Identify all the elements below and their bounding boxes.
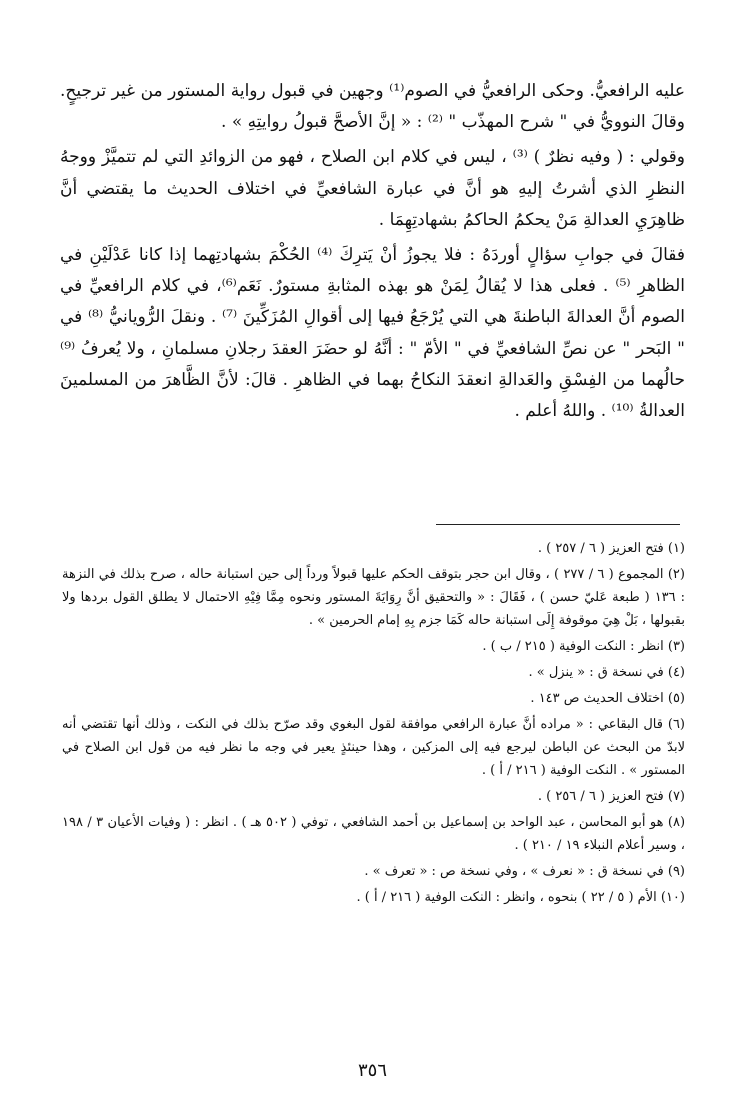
paragraph-1: عليه الرافعيُّ. وحكى الرافعيُّ في الصوم⁽¹⁾ وجهين في قبول رواية المستور من غير ترجيحٍ. وقالَ النوويُّ في " شرح المهذّب " ⁽²⁾ : « إنَّ الأصحَّ قبولُ روايتِهِ » . [60,81,685,133]
footnote-10: (١٠) الأم ( ٥ / ٢٢ ) بنحوه ، وانظر : النكت الوفية ( ٢١٦ / أ ) . [356,889,685,905]
footnote-7: (٧) فتح العزيز ( ٦ / ٢٥٦ ) . [537,788,685,804]
paragraph-2: وقولي : ( وفيه نظرٌ ) ⁽³⁾ ، ليس في كلام ابن الصلاح ، فهو من الزوائدِ التي لم تتميَّزْ ووجهُ النظرِ الذي أشرتُ إليهِ هو أنَّ في عبارة الشافعيِّ في اختلاف الحديث ما يقتضي أنَّ ظاهِرَيِ العدالةِ مَنْ يحكمُ الحاكمُ بشهادتِهِمَا . [60,147,685,230]
footnotes [62,537,685,911]
footnote-3: (٣) انظر : النكت الوفية ( ٢١٥ / ب ) . [482,639,685,655]
footnote-1: (١) فتح العزيز ( ٦ / ٢٥٧ ) . [537,541,685,556]
footnote-9: (٩) في نسخة ق : « نعرف » ، وفي نسخة ص : « تعرف » . [364,863,685,879]
footnote-2: (٢) المجموع ( ٦ / ٢٧٧ ) ، وقال ابن حجر بتوقف الحكم عليها قبولاً ورداً إلى حين استبانة حاله ، صرح بذلك في النزهة : ١٣٦ ( طبعة عَليّ حسن ) ، فَقَالَ : « والتحقيق أنَّ رِوَايَةَ المستور ونحوه مِمَّا فِيْهِ الاحتمال لا يطلق القول بردها ولا بقبولها ، بَلْ هِيَ موقوفة إِلَى استبانة حاله كَمَا جزم بِهِ إمام الحرمين » . [62,566,686,629]
footnote-8: (٨) هو أبو المحاسن ، عبد الواحد بن إسماعيل بن أحمد الشافعي ، توفي ( ٥٠٢ هـ ) . انظر : ( وفيات الأعيان ٣ / ١٩٨ ، وسير أعلام النبلاء ١٩ / ٢١٠ ) . [62,814,686,854]
paragraph-3: فقالَ في جوابِ سؤالٍ أوردَهُ : فلا يجوزُ أنْ يَترِكَ ⁽⁴⁾ الحُكْمَ بشهادتِهما إذا كانا عَدْلَيْنِ في الظاهرِ ⁽⁵⁾ . فعلى هذا لا يُقالُ لِمَنْ هو بهذه المثابةِ مستورٌ. نَعَم⁽⁶⁾، في كلام الرافعيِّ في الصوم أنَّ العدالةَ الباطنةَ هي التي يُرْجَعُ فيها إلى أقوالِ المُزَكِّينَ ⁽⁷⁾ . ونقلَ الرُّويانيُّ ⁽⁸⁾ في " البَحر " عن نصِّ الشافعيِّ في " الأمّ " : أنَّهُ لو حضَرَ العقدَ رجلانِ مسلمانِ ، ولا يُعرفُ ⁽⁹⁾ حالُهما من الفِسْقِ والعَدالةِ انعقدَ النكاحُ بهما في الظاهرِ . قالَ: لأنَّ الظَّاهرَ من المسلمينَ العدالةُ ⁽¹⁰⁾ . واللهُ أعلم . [60,245,686,422]
footnote-separator [436,524,680,525]
footnote-4: (٤) في نسخة ق : « ينزل » . [528,664,685,680]
main-text [60,76,685,427]
footnote-5: (٥) اختلاف الحديث ص ١٤٣ . [530,690,685,706]
footnote-6: (٦) قال البقاعي : « مراده أنَّ عبارة الرافعي موافقة لقول البغوي وقد صرّح بذلك في النكت ، وذلك أنها تقتضي أنه لابدّ من البحث عن الباطن ليرجع فيه إلى المزكين ، وهذا حينئذٍ يعير في وجه ما نظر فيه من قول ابن الصلاح في المستور » . النكت الوفية ( ٢١٦ / أ ) . [62,716,685,779]
page-number: ٣٥٦ [357,1060,387,1081]
